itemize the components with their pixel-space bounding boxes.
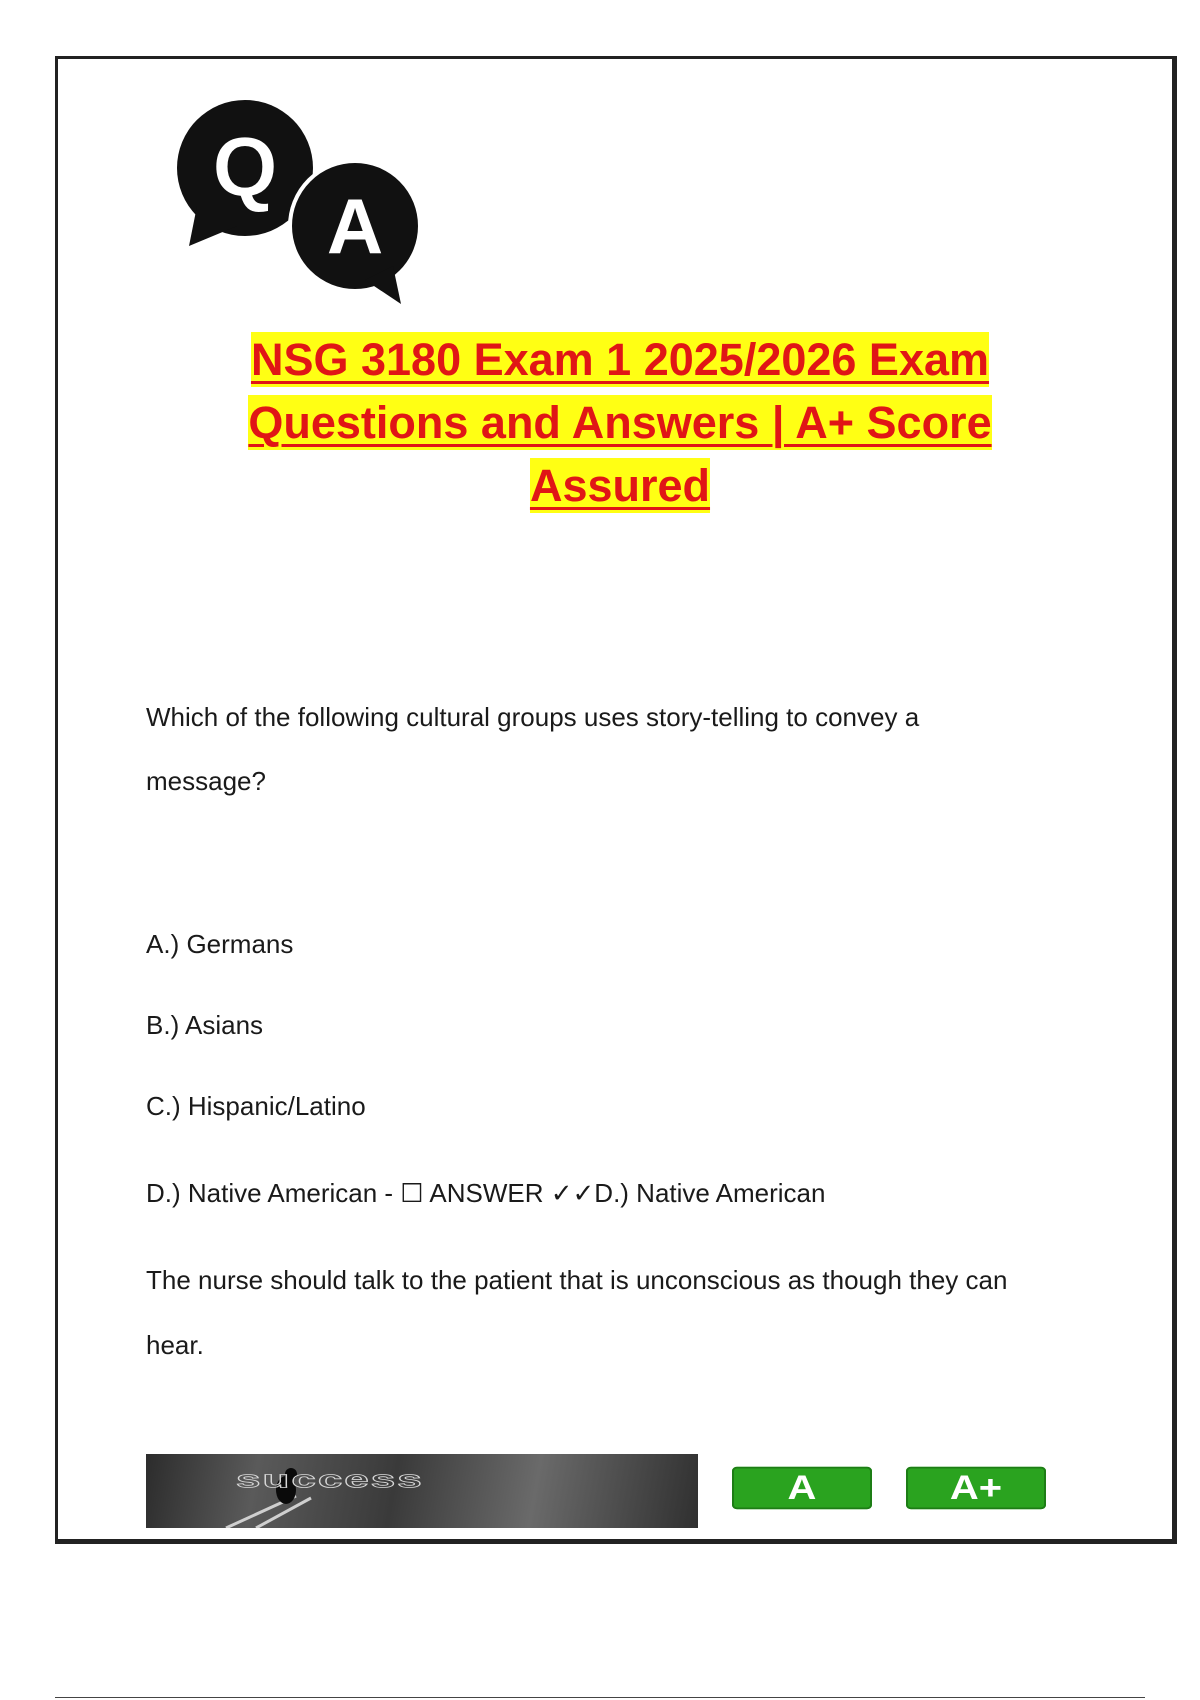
grade-a-plus-badge: A+ [906, 1467, 1046, 1510]
title-line-2: Questions and Answers | A+ Score [248, 397, 992, 448]
question-1-text-line-1: Which of the following cultural groups uses story-telling to convey a [146, 702, 920, 732]
title-line-3: Assured [529, 460, 711, 511]
a-letter: A [326, 182, 384, 270]
q-letter: Q [212, 120, 278, 214]
question-2-text-line-1: The nurse should talk to the patient that is unconscious as though they can [146, 1265, 1008, 1295]
question-1-option-b: B.) Asians [146, 1010, 264, 1040]
document-title [120, 328, 1120, 517]
question-1-option-c: C.) Hispanic/Latino [146, 1091, 366, 1121]
banner-word: success [236, 1466, 424, 1493]
bottom-divider [55, 1697, 1145, 1698]
qa-logo-icon [175, 98, 425, 308]
question-1-option-a: A.) Germans [146, 929, 294, 959]
question-2-text-line-2: hear. [146, 1330, 204, 1360]
a-bubble-icon [290, 161, 420, 304]
success-banner-image [146, 1454, 698, 1528]
grade-a-badge: A [732, 1467, 872, 1510]
title-line-1: NSG 3180 Exam 1 2025/2026 Exam [250, 334, 990, 385]
question-1-option-d-answer: D.) Native American - ☐ ANSWER ✓✓D.) Native American [146, 1178, 826, 1208]
question-1-text-line-2: message? [146, 766, 266, 796]
